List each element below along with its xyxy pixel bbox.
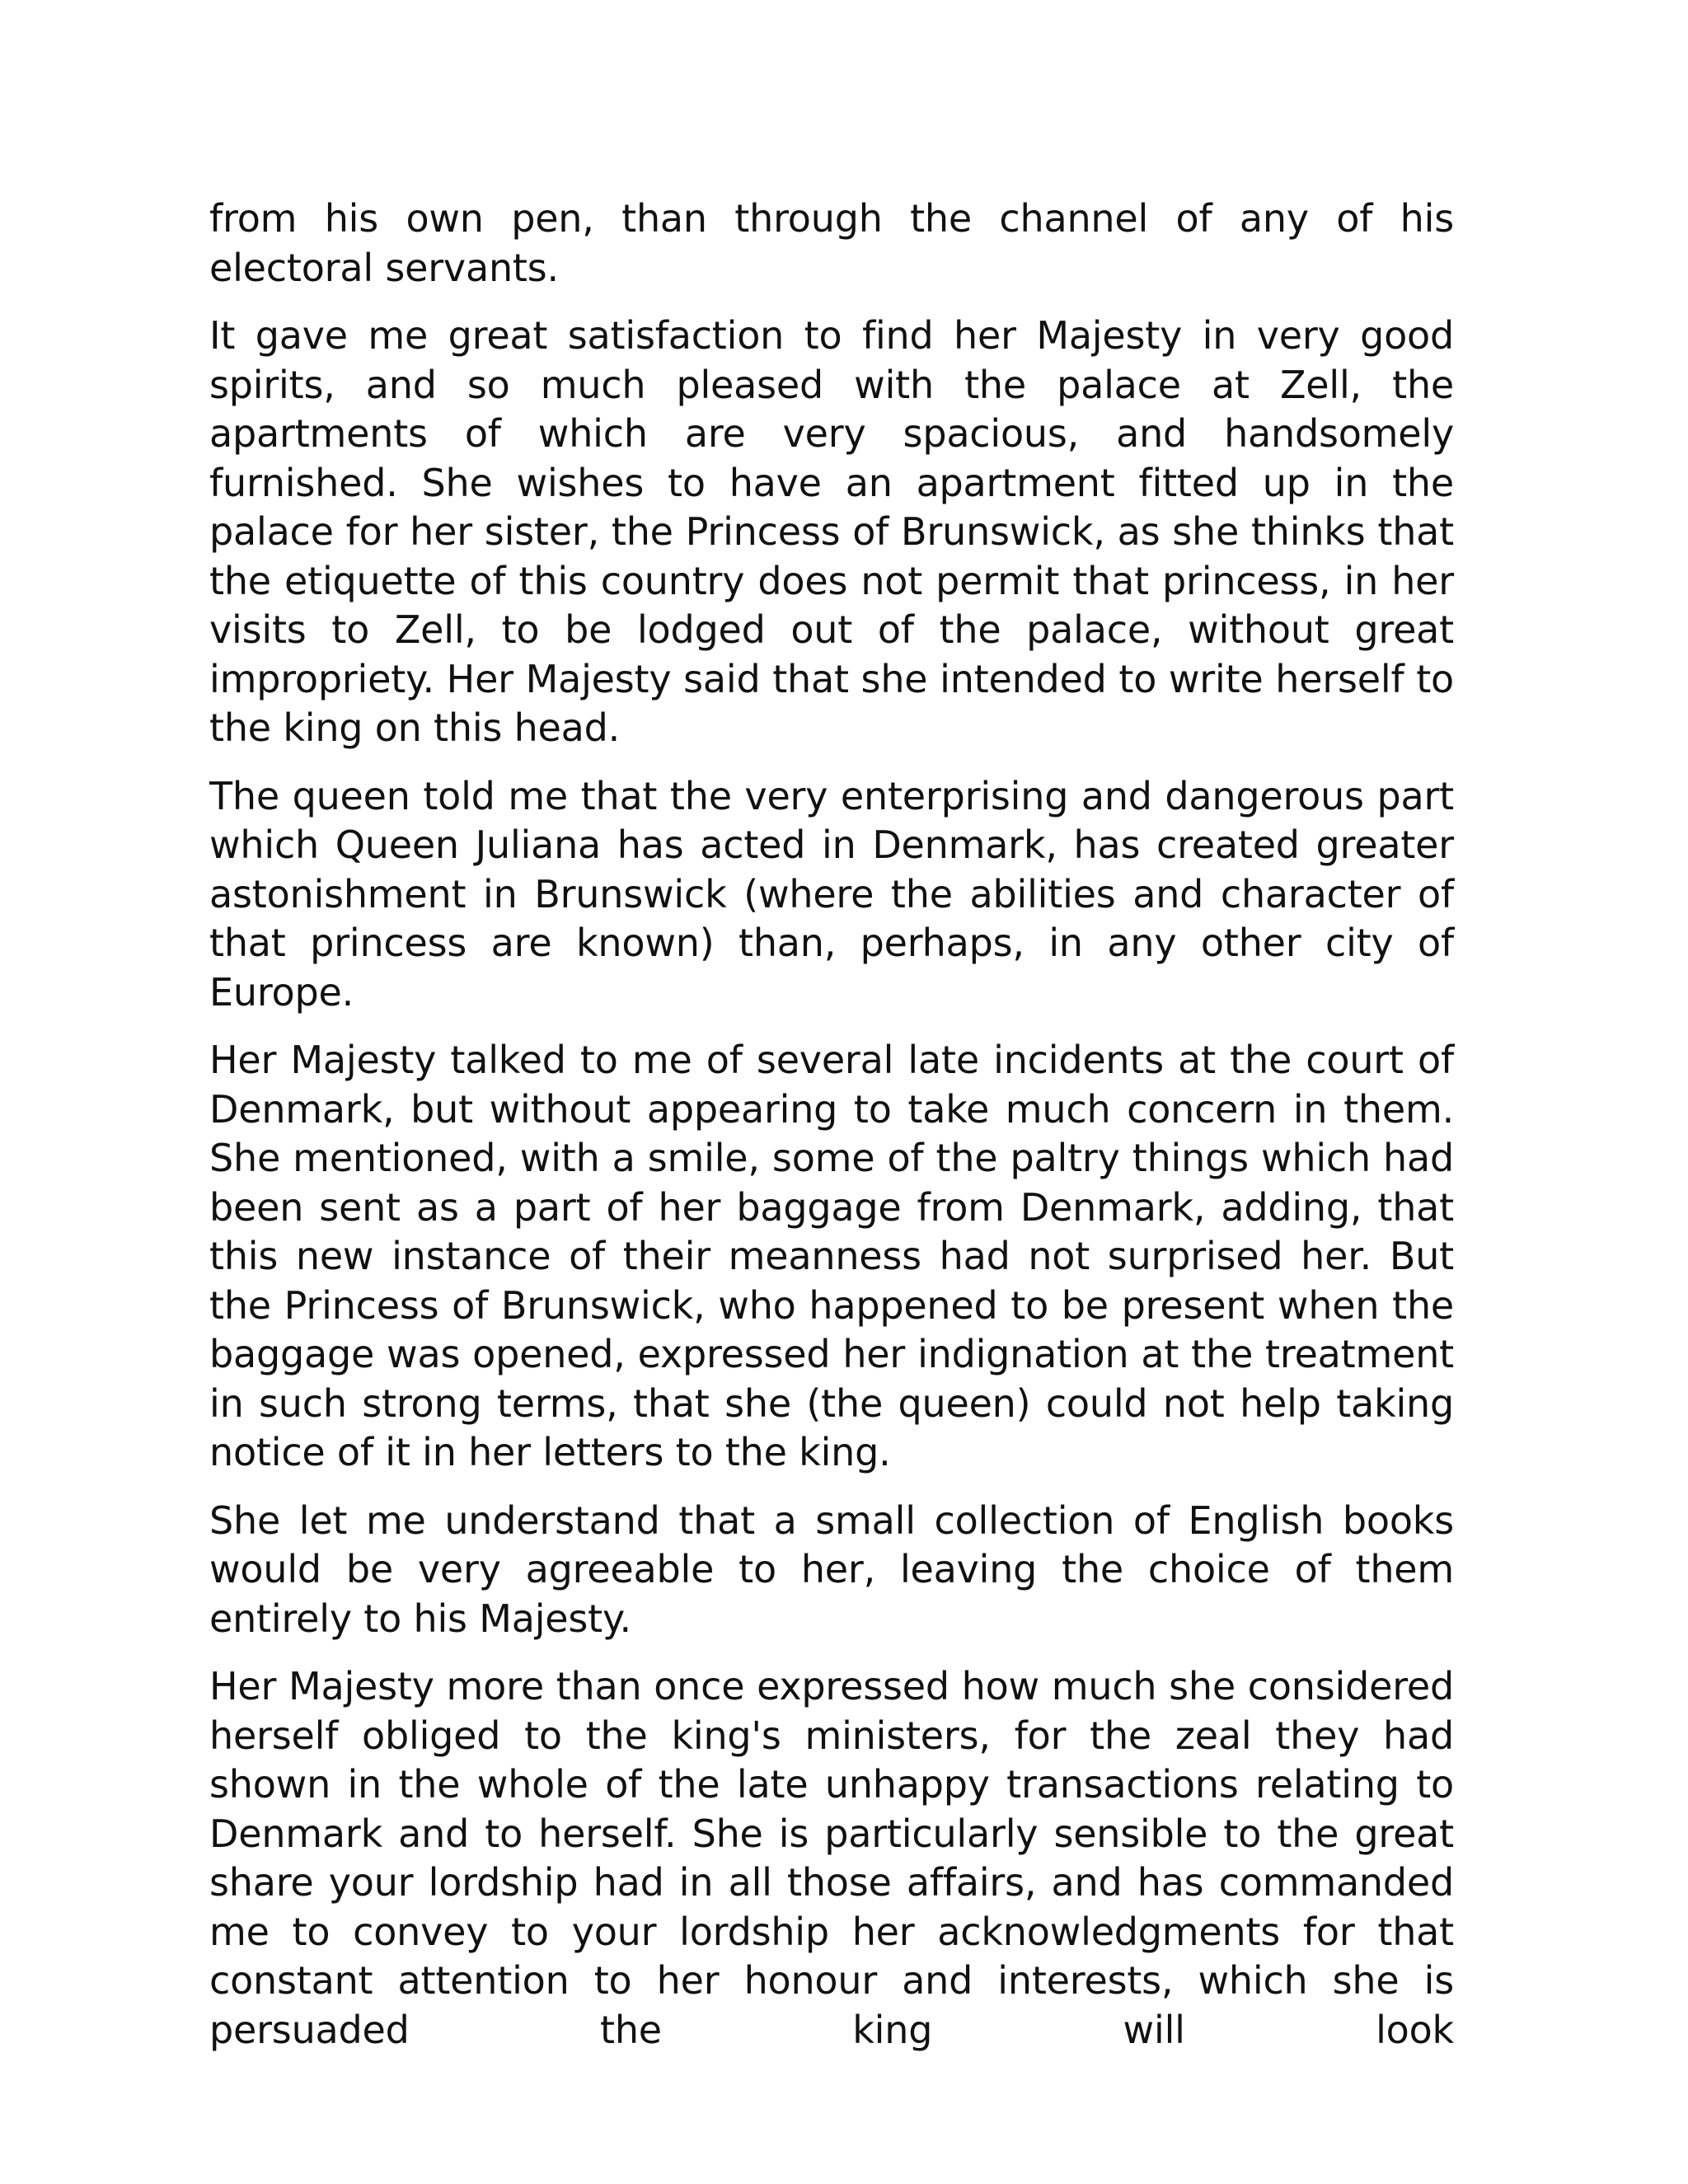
paragraph: Her Majesty talked to me of several late incidents at the court of Denmark, but without appearing to take much concern in them. She mentioned, with a smile, some of the paltry things which had been sent as a part of her baggage from Denmark, adding, that this new instance of their meanness had not surprised her. But the Princess of Brunswick, who happened to be present when the baggage was opened, expressed her indignation at the treatment in such strong terms, that she (the queen) could not help taking notice of it in her letters to the king. [209,1038,1454,1474]
paragraph: She let me understand that a small collection of English books would be very agreeable to her, leaving the choice of them entirely to his Majesty. [209,1497,1454,1641]
body-text [209,194,1454,2055]
paragraph: from his own pen, than through the channel of any of his electoral servants. [209,196,1454,290]
paragraph: The queen told me that the very enterprising and dangerous part which Queen Juliana has acted in Denmark, has created greater astonishment in Brunswick (where the abilities and character of that princess are known) than, perhaps, in any other city of Europe. [209,773,1454,1015]
paragraph: It gave me great satisfaction to find her Majesty in very good spirits, and so much pleased with the palace at Zell, the apartments of which are very spacious, and handsomely furnished. She wishes to have an apartment fitted up in the palace for her sister, the Princess of Brunswick, as she thinks that the etiquette of this country does not permit that princess, in her visits to Zell, to be lodged out of the palace, without great impropriety. Her Majesty said that she intended to write herself to the king on this head. [209,313,1454,750]
paragraph: Her Majesty more than once expressed how much she considered herself obliged to the king's ministers, for the zeal they had shown in the whole of the late unhappy transactions relating to Denmark and to herself. She is particularly sensible to the great share your lordship had in all those affairs, and has commanded me to convey to your lordship her acknowledgments for that constant attention to her honour and interests, which she is persuaded the king will look [209,1664,1454,2052]
